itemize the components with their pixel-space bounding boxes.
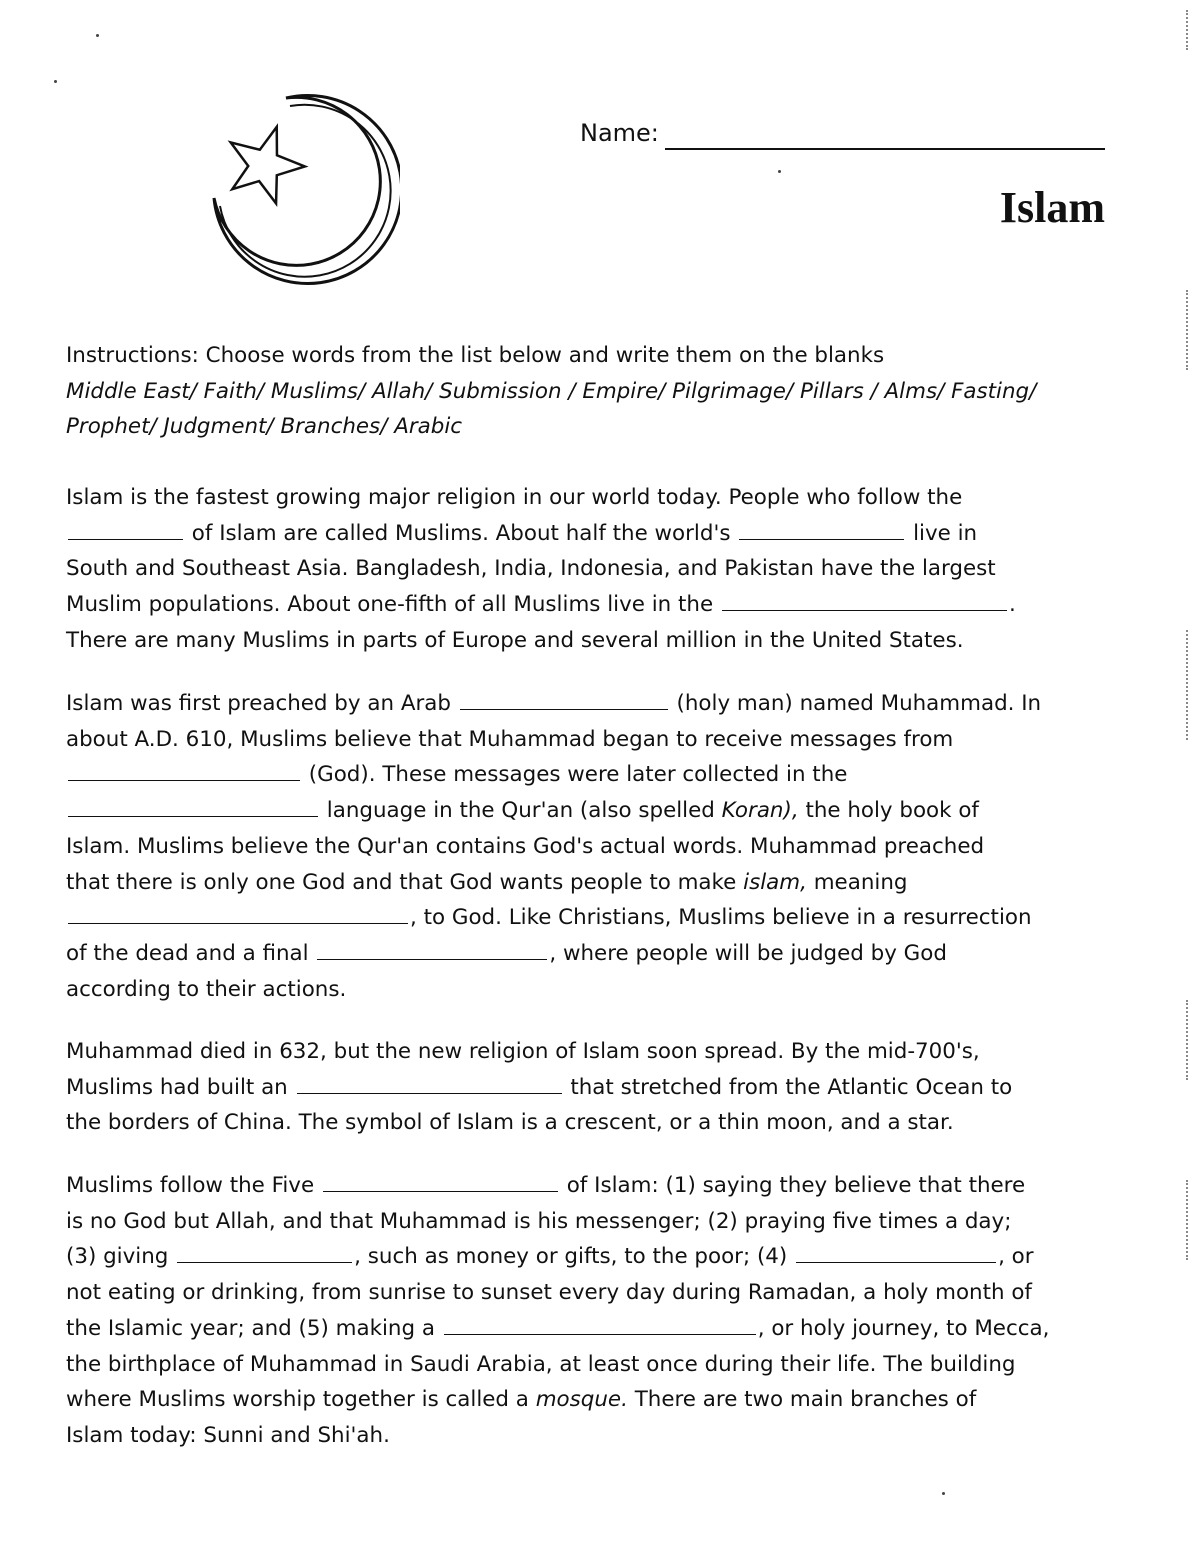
name-field-row	[580, 116, 1105, 150]
paragraph-text: meaning	[806, 869, 908, 895]
paragraph-text: Muslim populations. About one-fifth of all Muslims live in the	[66, 592, 720, 618]
blank-prophet[interactable]	[460, 687, 668, 710]
paragraph-text: , such as money or gifts, to the poor; (4)	[354, 1244, 795, 1270]
scan-speck	[96, 34, 99, 37]
name-input-line[interactable]	[665, 122, 1105, 150]
paragraph-line: Islam today: Sunni and Shi'ah.	[66, 1422, 390, 1448]
paragraph-line: is no God but Allah, and that Muhammad is his messenger; (2) praying five times a day;	[66, 1208, 1012, 1234]
blank-allah[interactable]	[68, 758, 300, 781]
scan-artifact	[1186, 630, 1192, 740]
paragraph-line: the birthplace of Muhammad in Saudi Arabia, at least once during their life. The building	[66, 1351, 1016, 1377]
paragraph-3	[66, 1034, 1126, 1141]
blank-arabic[interactable]	[68, 794, 318, 817]
paragraph-text: There are two main branches of	[627, 1387, 977, 1413]
paragraph-text: Muslims follow the Five	[66, 1173, 321, 1198]
paragraph-line: the borders of China. The symbol of Islam is a crescent, or a thin moon, and a star.	[66, 1110, 954, 1136]
paragraph-text: of Islam: (1) saying they believe that there	[559, 1173, 1026, 1198]
scan-artifact	[1186, 1000, 1192, 1080]
paragraph-line: There are many Muslims in parts of Europe and several million in the United States.	[66, 627, 964, 653]
scan-speck	[54, 80, 57, 83]
paragraph-text: that stretched from the Atlantic Ocean to	[563, 1074, 1013, 1100]
paragraph-text: , to God. Like Christians, Muslims believe in a resurrection	[410, 905, 1032, 931]
paragraph-text: of Islam are called Muslims. About half the world's	[185, 520, 738, 546]
name-label: Name:	[580, 119, 659, 147]
paragraph-text: (3) giving	[66, 1244, 176, 1270]
blank-pillars[interactable]	[323, 1169, 558, 1192]
paragraph-text: language in the Qur'an (also spelled	[320, 798, 722, 824]
scan-artifact	[1186, 290, 1192, 370]
page-title: Islam	[999, 183, 1105, 232]
paragraph-text: Islam was first preached by an Arab	[66, 691, 458, 716]
scan-artifact	[1186, 1180, 1192, 1260]
paragraph-text: the Islamic year; and (5) making a	[66, 1315, 442, 1341]
paragraph-line: Islam is the fastest growing major religion in our world today. People who follow the	[66, 485, 963, 510]
blank-middle-east[interactable]	[722, 588, 1007, 611]
blank-muslims[interactable]	[739, 517, 904, 540]
paragraph-text: Koran),	[721, 798, 799, 824]
paragraph-text: , where people will be judged by God	[549, 940, 947, 966]
paragraph-text: islam,	[743, 869, 807, 895]
blank-fasting[interactable]	[796, 1240, 996, 1263]
paragraph-text: , or	[998, 1244, 1034, 1270]
paragraph-2	[66, 686, 1126, 1007]
paragraph-text: (God). These messages were later collected in the	[302, 762, 848, 788]
scan-speck	[942, 1492, 945, 1495]
word-bank-line-2: Prophet/ Judgment/ Branches/ Arabic	[66, 414, 463, 440]
paragraph-text: the holy book of	[798, 798, 979, 824]
scan-speck	[778, 170, 781, 173]
paragraph-text: where Muslims worship together is called a	[66, 1387, 536, 1413]
crescent-and-star-icon	[200, 92, 400, 292]
paragraph-1	[66, 480, 1126, 659]
paragraph-line: Islam. Muslims believe the Qur'an contains God's actual words. Muhammad preached	[66, 833, 985, 859]
paragraph-text: , or holy journey, to Mecca,	[757, 1315, 1050, 1341]
paragraph-text: of the dead and a final	[66, 940, 316, 966]
paragraph-line: according to their actions.	[66, 976, 347, 1002]
paragraph-4	[66, 1168, 1126, 1454]
paragraph-line: about A.D. 610, Muslims believe that Muhammad began to receive messages from	[66, 726, 954, 752]
paragraph-text: Muslims had built an	[66, 1074, 295, 1100]
word-bank-line-1: Middle East/ Faith/ Muslims/ Allah/ Submission / Empire/ Pilgrimage/ Pillars / Alms/ Fasting/	[66, 378, 1037, 404]
blank-pilgrimage[interactable]	[444, 1312, 756, 1335]
blank-faith[interactable]	[68, 517, 183, 540]
paragraph-line: Muhammad died in 632, but the new religion of Islam soon spread. By the mid-700's,	[66, 1039, 980, 1064]
instructions-block	[66, 338, 1126, 445]
paragraph-text: live in	[906, 520, 978, 546]
instructions-text: Instructions: Choose words from the list below and write them on the blanks	[66, 343, 885, 368]
paragraph-line: not eating or drinking, from sunrise to sunset every day during Ramadan, a holy month of	[66, 1280, 1032, 1306]
paragraph-text: mosque.	[535, 1387, 628, 1413]
paragraph-line: South and Southeast Asia. Bangladesh, India, Indonesia, and Pakistan have the largest	[66, 556, 996, 582]
paragraph-text: (holy man) named Muhammad. In	[669, 691, 1042, 716]
blank-empire[interactable]	[297, 1071, 562, 1094]
scan-artifact	[1186, 10, 1192, 50]
blank-judgment[interactable]	[317, 937, 547, 960]
blank-submission[interactable]	[68, 901, 408, 924]
paragraph-text: .	[1008, 592, 1016, 618]
blank-alms[interactable]	[177, 1240, 352, 1263]
paragraph-text: that there is only one God and that God wants people to make	[66, 869, 744, 895]
